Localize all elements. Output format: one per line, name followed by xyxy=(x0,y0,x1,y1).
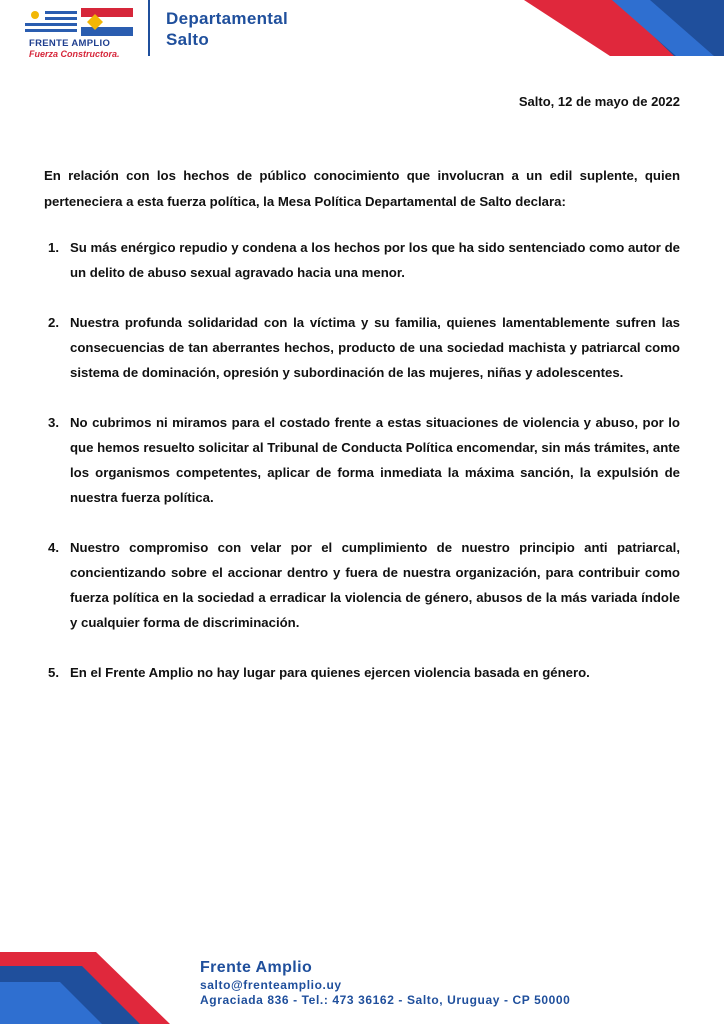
frente-amplio-logo xyxy=(25,8,137,58)
document-date: Salto, 12 de mayo de 2022 xyxy=(518,94,680,109)
header-title-line1: Departamental xyxy=(166,9,288,28)
item-number: 3. xyxy=(48,415,59,430)
declaration-item xyxy=(44,310,680,385)
item-text: En el Frente Amplio no hay lugar para quienes ejercen violencia basada en género. xyxy=(70,665,590,680)
footer-email[interactable]: salto@frenteamplio.uy xyxy=(200,978,342,992)
header-title-line2: Salto xyxy=(166,30,210,49)
item-text: Nuestro compromiso con velar por el cumplimiento de nuestro principio anti patriarcal, concientizando sobre el accionar dentro y fuera de nuestra organización, para contribuir como fuerza política en la sociedad a erradicar la violencia de género, abusos de la más variada índole y cualquier forma de discriminación. xyxy=(70,540,680,630)
logo-text-frente-amplio: FRENTE AMPLIO xyxy=(29,38,111,49)
header-divider xyxy=(148,0,150,56)
footer-address: Agraciada 836 - Tel.: 473 36162 - Salto, Uruguay - CP 50000 xyxy=(200,993,571,1007)
uruguay-flag-icon xyxy=(25,8,77,36)
declaration-item xyxy=(44,535,680,635)
frente-amplio-flag-icon xyxy=(81,8,133,36)
header-decoration xyxy=(524,0,724,56)
item-number: 2. xyxy=(48,315,59,330)
item-text: No cubrimos ni miramos para el costado frente a estas situaciones de violencia y abuso, por lo que hemos resuelto solicitar al Tribunal de Conducta Política encomendar, sin más trámites, ante los organismos competentes, aplicar de forma inmediata la máxima sanción, la expulsión de nuestra fuerza política. xyxy=(70,415,680,505)
footer-decoration xyxy=(0,952,190,1024)
item-number: 1. xyxy=(48,240,59,255)
item-text: Su más enérgico repudio y condena a los hechos por los que ha sido sentenciado como autor de un delito de abuso sexual agravado hacia una menor. xyxy=(70,240,680,280)
item-text: Nuestra profunda solidaridad con la víctima y su familia, quienes lamentablemente sufren las consecuencias de tan aberrantes hechos, producto de una sociedad machista y patriarcal como sistema de dominación, opresión y subordinación de las mujeres, niñas y adolescentes. xyxy=(70,315,680,380)
footer-contact xyxy=(200,958,570,1008)
logo-text-fuerza-constructora: Fuerza Constructora. xyxy=(29,49,120,59)
declaration-item xyxy=(44,410,680,510)
declaration-list xyxy=(44,235,680,710)
declaration-item xyxy=(44,235,680,285)
intro-paragraph: En relación con los hechos de público conocimiento que involucran a un edil suplente, quien perteneciera a esta fuerza política, la Mesa Política Departamental de Salto declara: xyxy=(44,168,680,209)
item-number: 4. xyxy=(48,540,59,555)
footer-organization-name: Frente Amplio xyxy=(200,959,313,976)
header-title xyxy=(166,8,288,50)
item-number: 5. xyxy=(48,665,59,680)
declaration-item xyxy=(44,660,680,685)
